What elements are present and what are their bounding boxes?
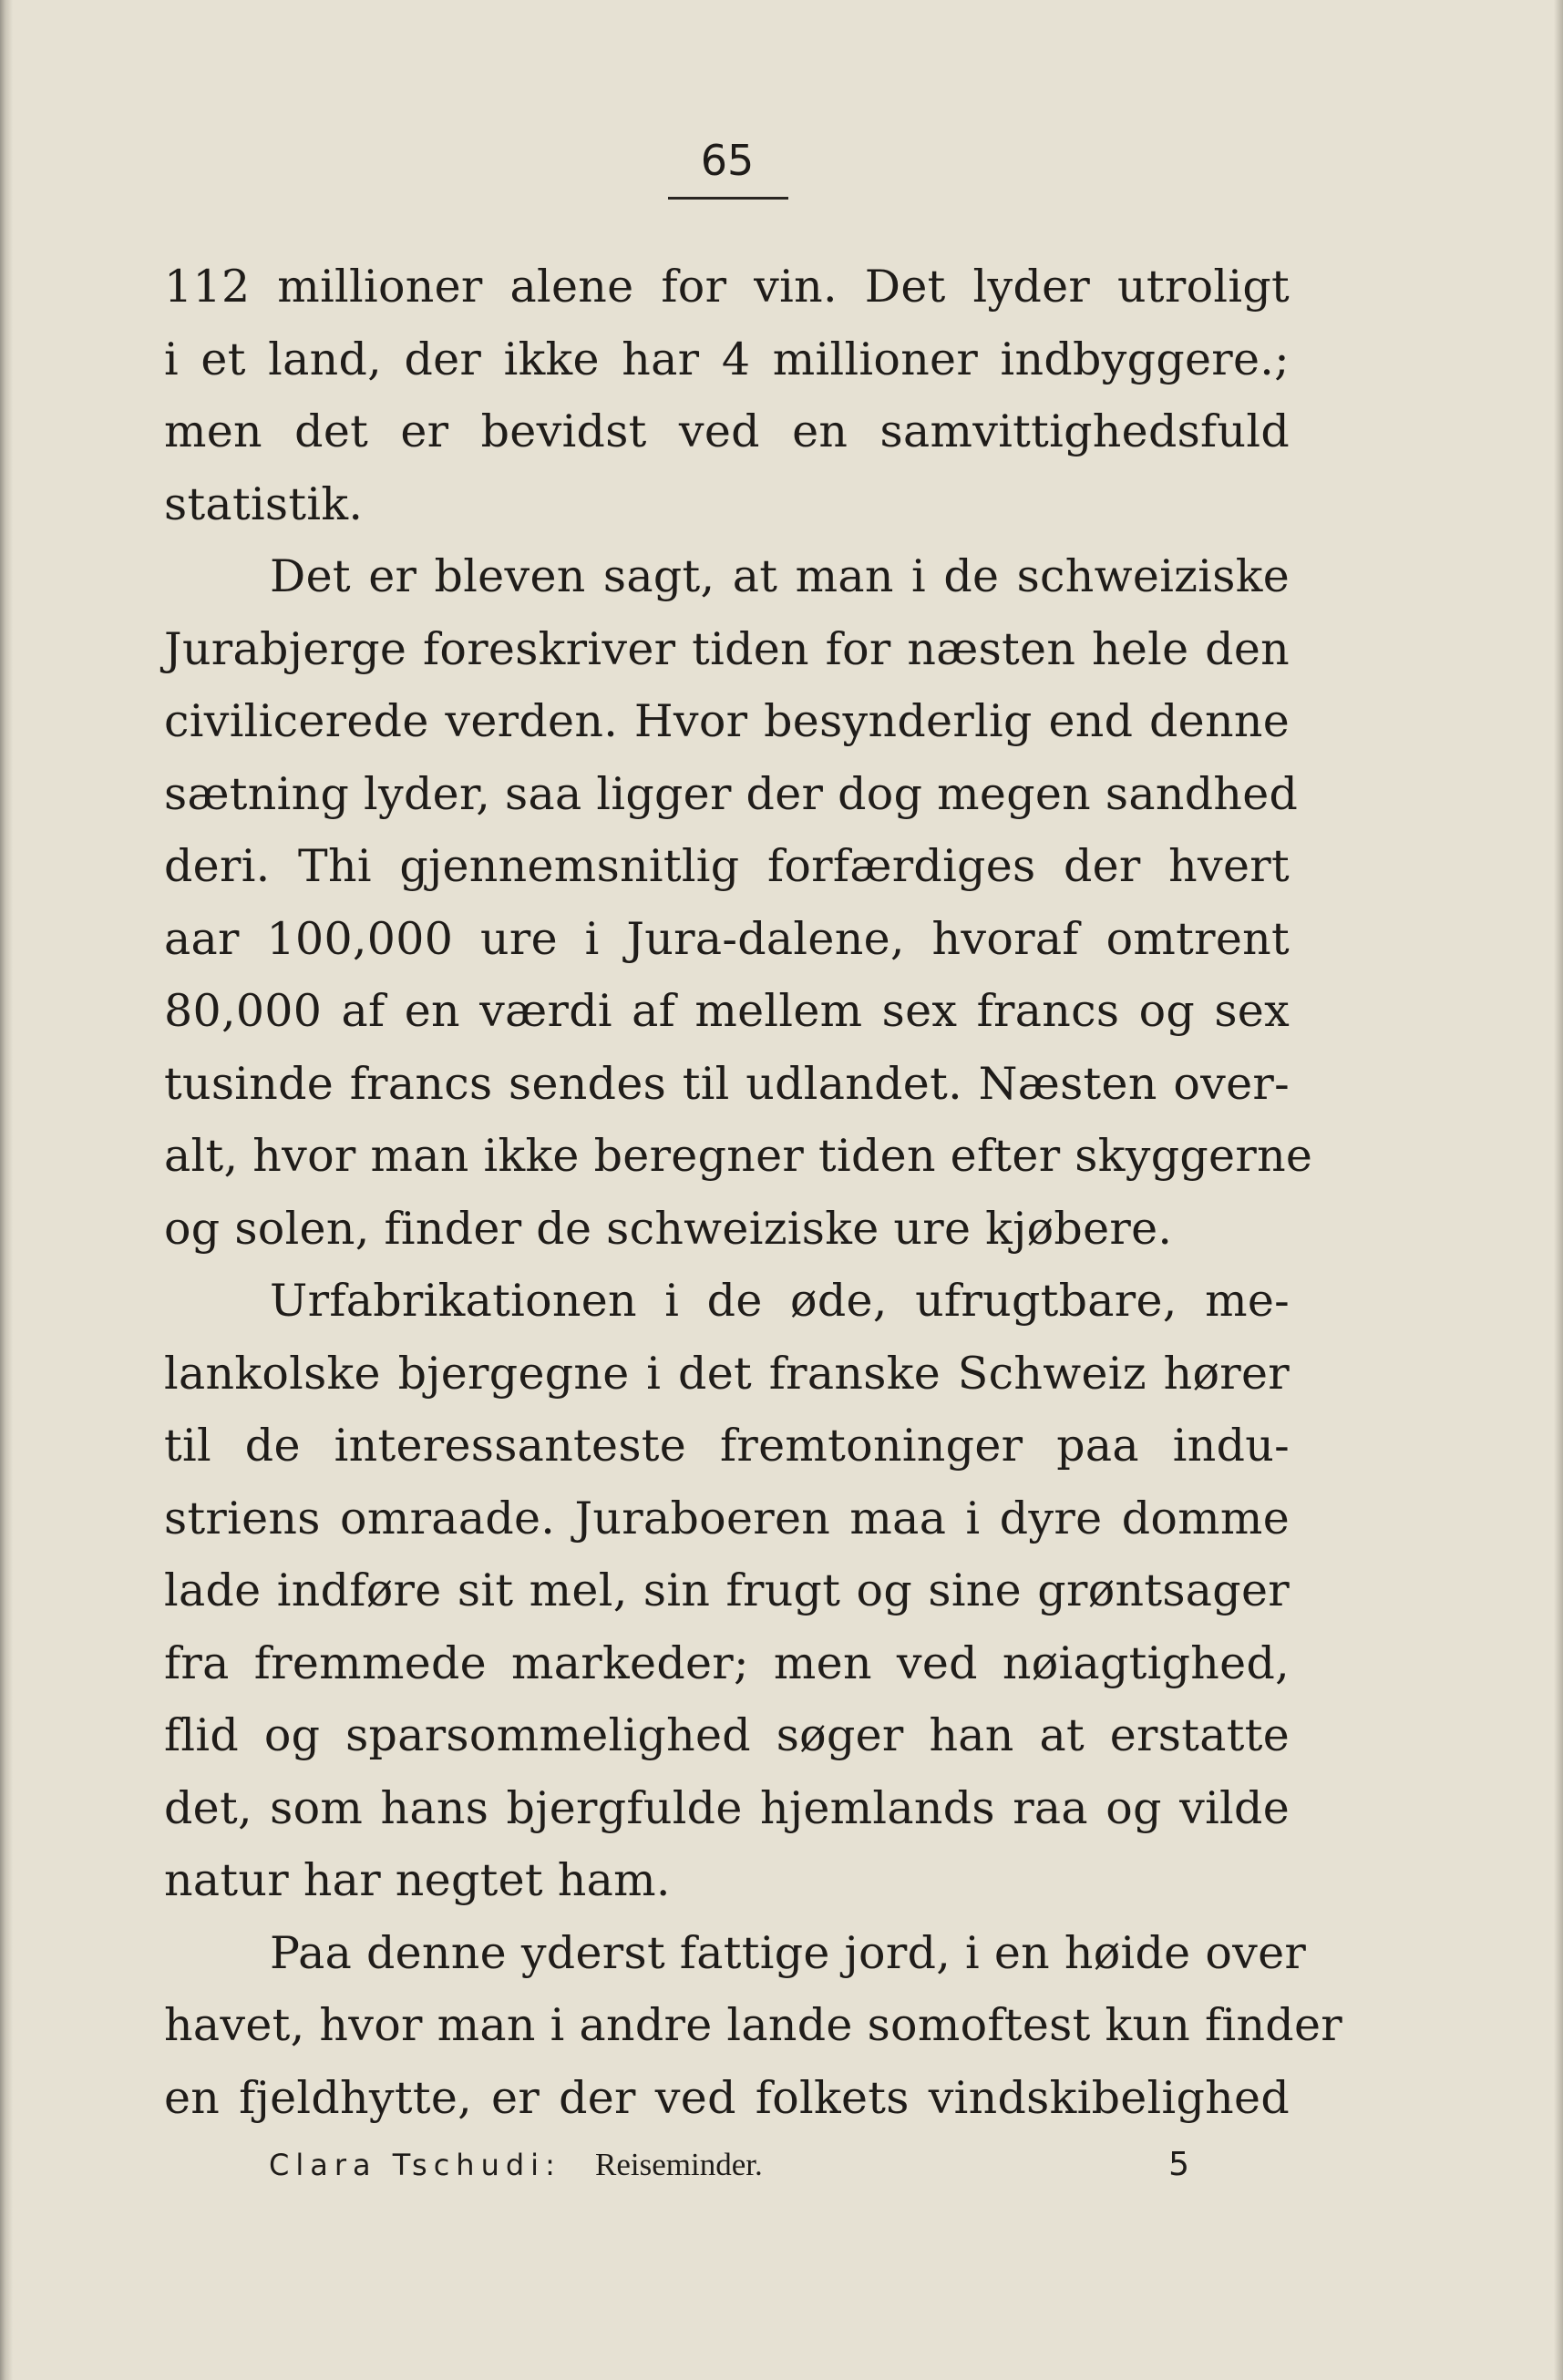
text-line: lankolske bjergegne i det franske Schweiz hører bbox=[164, 1347, 1290, 1400]
text-line: statistik. bbox=[164, 477, 364, 530]
text-line: deri. Thi gjennemsnitlig forfærdiges der hvert bbox=[164, 840, 1290, 892]
text-line: Paa denne yderst fattige jord, i en høide over bbox=[270, 1926, 1307, 1979]
text-line: 112 millioner alene for vin. Det lyder utroligt bbox=[164, 261, 1290, 313]
page-footer bbox=[269, 2142, 1189, 2188]
footer-author: Clara Tschudi: bbox=[269, 2148, 561, 2182]
text-line: en fjeldhytte, er der ved folkets vindskibelighed bbox=[164, 2071, 1290, 2124]
text-line: Urfabrikationen i de øde, ufrugtbare, me- bbox=[270, 1275, 1290, 1327]
text-line: Jurabjerge foreskriver tiden for næsten hele den bbox=[164, 622, 1290, 675]
footer-signature-mark: 5 bbox=[1168, 2146, 1189, 2183]
text-line: Det er bleven sagt, at man i de schweiziske bbox=[270, 550, 1290, 602]
footer-book-title: Reiseminder. bbox=[595, 2147, 763, 2182]
page-edge-right bbox=[1554, 0, 1563, 2380]
text-line: til de interessanteste fremtoninger paa indu- bbox=[164, 1420, 1290, 1472]
text-line: striens omraade. Juraboeren maa i dyre domme bbox=[164, 1492, 1290, 1544]
text-line: det, som hans bjergfulde hjemlands raa og vilde bbox=[164, 1781, 1290, 1834]
text-line: havet, hvor man i andre lande somoftest kun finder bbox=[164, 1999, 1342, 2051]
text-line: i et land, der ikke har 4 millioner indbyggere.; bbox=[164, 333, 1290, 385]
text-line: lade indføre sit mel, sin frugt og sine grøntsager bbox=[164, 1564, 1290, 1616]
text-line: aar 100,000 ure i Jura-dalene, hvoraf omtrent bbox=[164, 912, 1290, 965]
page-number: 65 bbox=[700, 136, 755, 185]
text-line: natur har negtet ham. bbox=[164, 1854, 671, 1906]
text-line: alt, hvor man ikke beregner tiden efter skyggerne bbox=[164, 1130, 1313, 1182]
page-number-rule bbox=[668, 197, 788, 200]
body-text bbox=[164, 251, 1342, 2134]
text-line: men det er bevidst ved en samvittighedsfuld bbox=[164, 405, 1290, 457]
text-line: flid og sparsommelighed søger han at erstatte bbox=[164, 1709, 1290, 1761]
text-line: fra fremmede markeder; men ved nøiagtighed, bbox=[164, 1636, 1290, 1689]
page-edge-left bbox=[0, 0, 13, 2380]
text-line: sætning lyder, saa ligger der dog megen sandhed bbox=[164, 767, 1299, 820]
text-line: civilicerede verden. Hvor besynderlig end denne bbox=[164, 695, 1290, 747]
text-line: 80,000 af en værdi af mellem sex francs og sex bbox=[164, 985, 1290, 1037]
text-line: tusinde francs sendes til udlandet. Næsten over- bbox=[164, 1057, 1290, 1110]
text-line: og solen, finder de schweiziske ure kjøbere. bbox=[164, 1202, 1173, 1255]
